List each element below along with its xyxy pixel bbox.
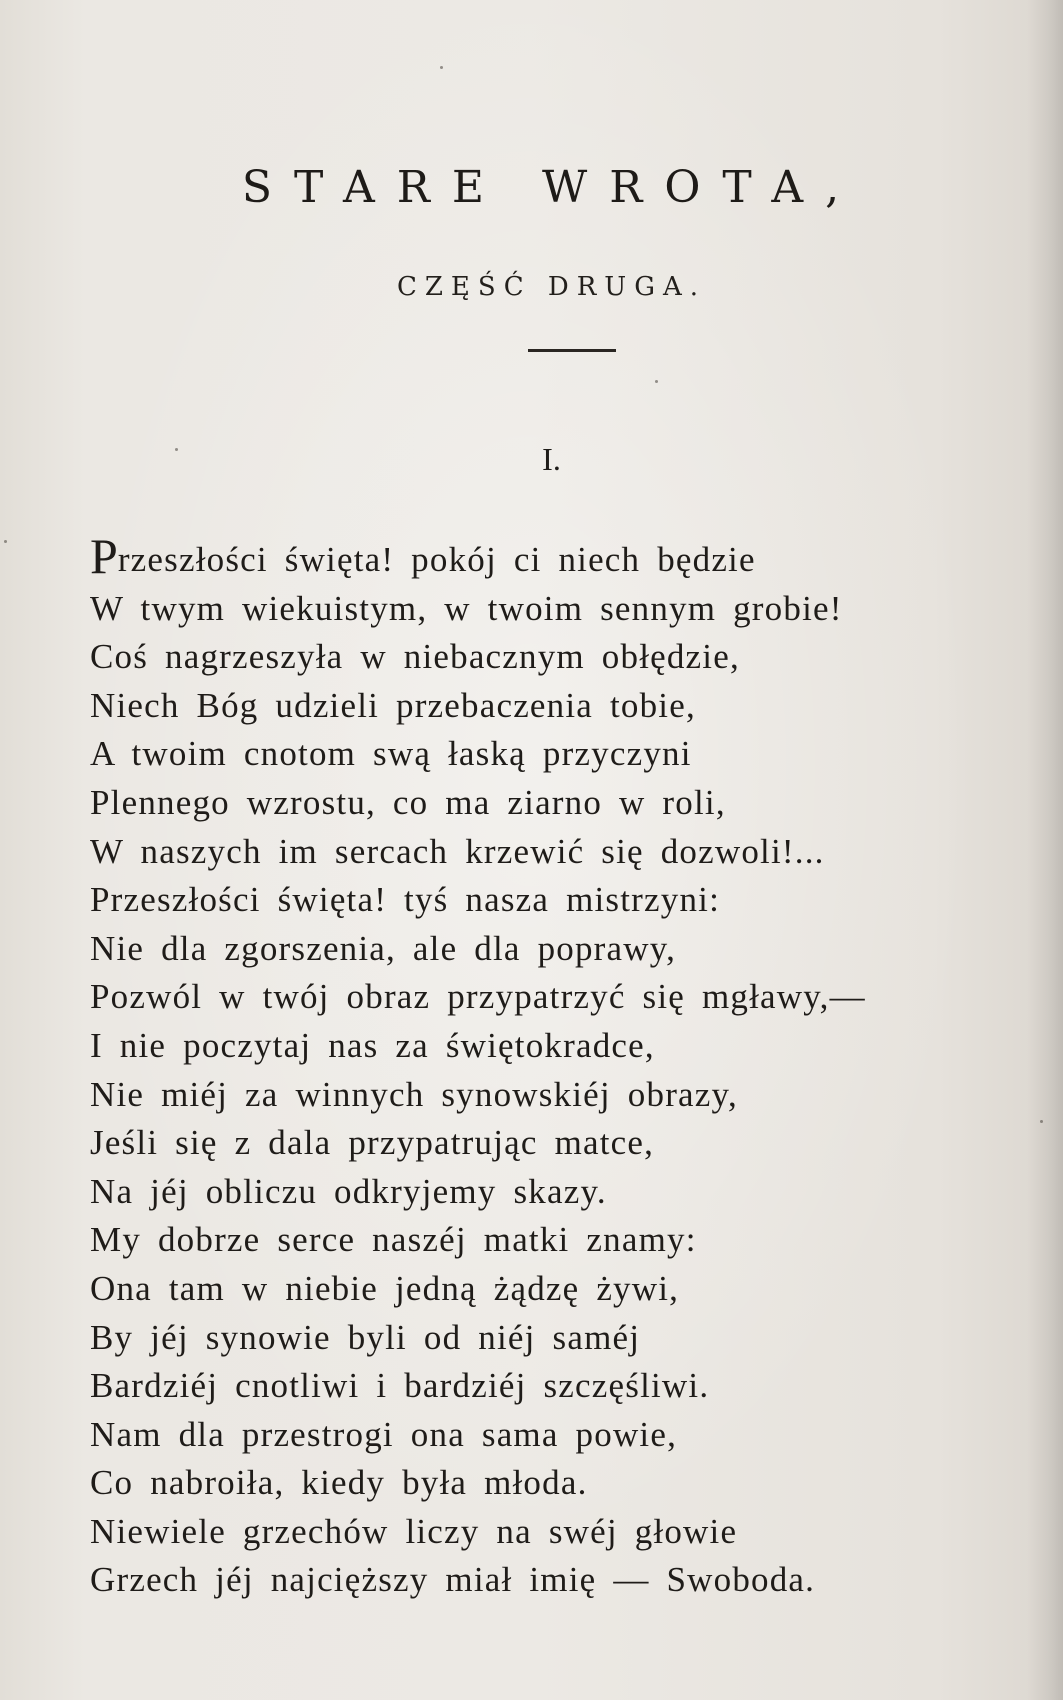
poem-first-line-text: rzeszłości święta! pokój ci niech będzie	[117, 540, 756, 579]
poem-line: By jéj synowie byli od niéj saméj	[90, 1317, 641, 1357]
poem-line: Na jéj obliczu odkryjemy skazy.	[90, 1171, 607, 1211]
poem-line: I nie poczytaj nas za świętokradce,	[90, 1025, 655, 1065]
poem-line: A twoim cnotom swą łaską przyczyni	[90, 734, 692, 774]
poem-line: Nam dla przestrogi ona sama powie,	[90, 1414, 678, 1454]
paper-speck	[440, 66, 443, 69]
poem-line: Nie miéj za winnych synowskiéj obrazy,	[90, 1074, 738, 1114]
poem-line: My dobrze serce naszéj matki znamy:	[90, 1220, 697, 1260]
chapter-subtitle: CZĘŚĆ DRUGA.	[396, 272, 707, 302]
drop-cap: P	[90, 528, 118, 584]
poem-line: Bardziéj cnotliwi i bardziéj szczęśliwi.	[90, 1366, 710, 1406]
section-number: I.	[542, 441, 561, 477]
paper-speck	[1040, 1120, 1043, 1123]
poem-line: Niewiele grzechów liczy na swéj głowie	[90, 1511, 738, 1551]
poem-line	[90, 528, 1030, 585]
poem-line: Przeszłości święta! tyś nasza mistrzyni:	[90, 880, 721, 920]
poem-line: Ona tam w niebie jedną żądzę żywi,	[90, 1268, 680, 1308]
title-divider	[528, 349, 616, 352]
poem-line: Pozwól w twój obraz przypatrzyć się mgławy,—	[90, 977, 866, 1017]
poem-line: W twym wiekuistym, w twoim sennym grobie!	[90, 588, 843, 628]
poem-line: Nie dla zgorszenia, ale dla poprawy,	[90, 928, 677, 968]
poem-line: Jeśli się z dala przypatrując matce,	[90, 1123, 655, 1163]
poem-line: Niech Bóg udzieli przebaczenia tobie,	[90, 685, 696, 725]
poem-line: Coś nagrzeszyła w niebacznym obłędzie,	[90, 637, 740, 677]
poem-line: Grzech jéj najcięższy miał imię — Swoboda.	[90, 1560, 816, 1600]
paper-speck	[4, 540, 7, 543]
page-edge-shadow	[1027, 0, 1063, 1700]
chapter-title: STARE WROTA,	[241, 162, 862, 213]
poem-line: Co nabroiła, kiedy była młoda.	[90, 1463, 588, 1503]
poem-line: Plennego wzrostu, co ma ziarno w roli,	[90, 782, 726, 822]
poem-text	[90, 528, 1030, 1605]
poem-line: W naszych im sercach krzewić się dozwoli!...	[90, 831, 825, 871]
paper-speck	[655, 380, 658, 383]
